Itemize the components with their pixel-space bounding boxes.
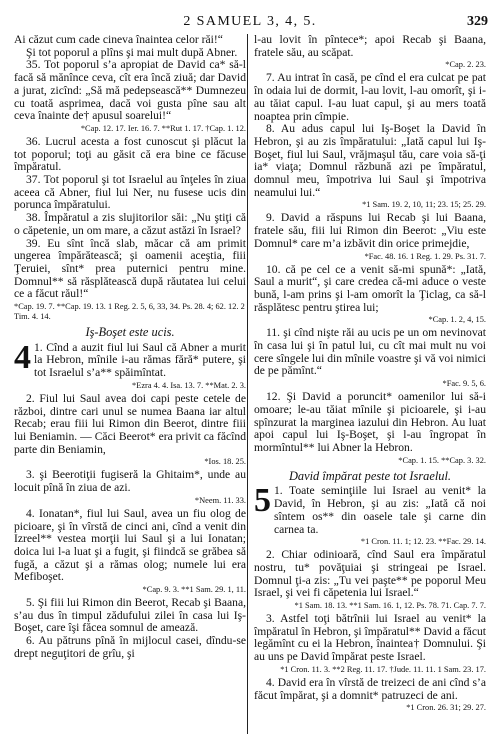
cross-reference: *Fac. 9. 5, 6. xyxy=(442,379,486,389)
verse-continuation: l-au lovit în pîntece*; apoi Recab şi Baana, fratele său, au scăpat. xyxy=(254,34,486,59)
verse-4-3: 3. şi Beerotiţii fugiseră la Ghitaim*, unde au locuit pînă în ziua de azi. xyxy=(14,468,246,495)
verse-3-37: 37. Tot poporul şi tot Israelul au înţeles în ziua aceea că Abner, fiul lui Ner, nu fusese ucis din porunca împăratului. xyxy=(14,173,246,212)
cross-reference: *1 Sam. 18. 13. **1 Sam. 16. 1, 12. Ps. 78. 71. Cap. 7. 7. xyxy=(294,601,486,611)
verse-4-9: 9. David a răspuns lui Recab şi lui Baana, fratele său, fiii lui Rimon din Beerot: „Viu este Domnul* care m’a izbăvit din orice primejdie, xyxy=(254,211,486,250)
verse-4-7: 7. Au intrat în casă, pe cînd el era culcat pe pat în odaia lui de dormit, l-au lovit, l-au omorît, şi i-au tăiat capul. I-au luat capul, şi au mers toată noaptea prin cîmpie. xyxy=(254,71,486,123)
cross-reference: *1 Sam. 19. 2, 10, 11; 23. 15; 25. 29. xyxy=(362,200,486,210)
column-divider xyxy=(247,34,248,734)
verse-3-35: 35. Tot poporul s’a apropiat de David ca* să-l facă să mănînce ceva, cît era încă ziuă; dar David a jurat, zicînd: „Să mă pedepsească** Dumnezeu cu toată asprimea, dacă voi gusta pîne sau alt ceva înainte de† apusul soarelui!“ xyxy=(14,58,246,123)
left-column xyxy=(14,34,246,734)
cross-reference: *1 Cron. 11. 3. **2 Reg. 11. 17. †Jude. 11. 11. 1 Sam. 23. 17. xyxy=(280,664,486,674)
cross-reference: *Cap. 2. 23. xyxy=(445,60,486,70)
verse-4-1: 1. Cînd a auzit fiul lui Saul că Abner a murit la Hebron, mînile i-au rămas fără* putere, şi tot Israelul s’a** spăimîntat. xyxy=(34,340,246,380)
cross-reference: *1 Cron. 11. 1; 12. 23. **Fac. 29. 14. xyxy=(360,537,486,547)
verse-4-11: 11. şi cînd nişte răi au ucis pe un om nevinovat în casa lui şi în patul lui, cu cît mai mult nu voi cere sîngele lui din mînile voastre şi vă voi nimici de pe pămînt.“ xyxy=(254,326,486,378)
section-heading: David împărat peste tot Israelul. xyxy=(288,468,452,483)
verse-5-2: 2. Chiar odinioară, cînd Saul era împăratul nostru, tu* povăţuiai şi stringeai pe Israel. Domnul ţi-a zis: „Tu vei paşte** pe poporul Meu Israel, şi vei fi căpetenia lui Israel.“ xyxy=(254,548,486,600)
verse-5-1: 1. Toate seminţiile lui Israel au venit* la David, în Hebron, şi au zis: „Iată că noi sîntem os** din oasele tale şi carne din carnea ta. xyxy=(274,484,486,536)
right-column xyxy=(254,34,486,734)
cross-reference: *1 Cron. 26. 31; 29. 27. xyxy=(406,703,486,713)
cross-reference: *Cap. 9. 3. **1 Sam. 29. 1, 11. xyxy=(142,585,246,595)
cross-reference: *Neem. 11. 33. xyxy=(194,495,246,505)
chapter-number: 4 xyxy=(14,338,31,376)
cross-reference: *Cap. 1. 15. **Cap. 3. 32. xyxy=(398,455,486,465)
verse-3-36: 36. Lucrul acesta a fost cunoscut şi plăcut la tot poporul; toţi au găsit că era bine ce făcuse împăratul. xyxy=(14,134,246,174)
page-number: 329 xyxy=(467,14,488,29)
cross-reference: *Cap. 12. 17. Ier. 16. 7. **Rut 1. 17. †Cap. 1. 12. xyxy=(80,123,246,133)
chapter-4-start xyxy=(14,338,246,380)
cross-reference: *Ios. 18. 25. xyxy=(204,457,246,467)
chapter-number: 5 xyxy=(254,482,271,520)
verse-4-10: 10. că pe cel ce a venit să-mi spună*: „Iată, Saul a murit“, şi care credea că-mi aduce o veste bună, l-am prins şi l-am omorît la Ţiclag, ca să-l răsplătesc pentru ştirea lui; xyxy=(254,262,486,314)
verse-4-5: 5. Şi fiii lui Rimon din Beerot, Recab şi Baana, s’au dus în timpul zădufului zilei în casa lui Iş-Boşet, care îşi făcea somnul de amează. xyxy=(14,596,246,635)
verse-3-38: 38. Împăratul a zis slujitorilor săi: „Nu ştiţi că o căpetenie, un om mare, a căzut astăzi în Israel? xyxy=(14,211,246,237)
running-title: 2 SAMUEL 3, 4, 5. xyxy=(183,14,317,29)
verse-4-4: 4. Ionatan*, fiul lui Saul, avea un fiu olog de picioare, şi în vîrstă de cinci ani, cînd a venit din Izreel** vestea morţii lui Saul şi a lui Ionatan; doica lui l-a luat şi a fugit, şi fiindcă se grăbea să fugă, a căzut şi a rămas olog; numele lui era Mefiboşet. xyxy=(14,506,246,584)
verse-5-3: 3. Astfel toţi bătrînii lui Israel au venit* la împăratul în Hebron, şi împăratul** David a făcut legămînt cu ei la Hebron, înaintea† Domnului. Şi au uns pe David împărat peste Israel. xyxy=(254,612,486,664)
cross-reference: *Cap. 19. 7. **Cap. 19. 13. 1 Reg. 2. 5, 6, 33, 34. Ps. 28. 4; 62. 12. 2 Tim. 4. 14. xyxy=(14,302,245,322)
verse-3-39: 39. Eu sînt încă slab, măcar că am primit ungerea împărătească; şi oamenii aceştia, fiii Ţeruiei, sînt* prea puternici pentru mine. Domnul** să răsplătească după răutatea lui celui ce a făcut răul!“ xyxy=(14,236,246,301)
cross-reference: *Cap. 1. 2, 4, 15. xyxy=(428,315,486,325)
verse-continuation: Şi tot poporul a plîns şi mai mult după Abner. xyxy=(26,45,238,59)
section-heading: Iş-Boşet este ucis. xyxy=(85,325,175,340)
verse-continuation: Ai căzut cum cade cineva înaintea celor răi!“ xyxy=(14,34,223,46)
cross-reference: *Ezra 4. 4. Isa. 13. 7. **Mat. 2. 3. xyxy=(132,380,246,390)
verse-4-12: 12. Şi David a poruncit* oamenilor lui să-i omoare; le-au tăiat mînile şi picioarele, şi i-au spînzurat la marginea iazului din Hebron. Au luat apoi capul lui Iş-Boşet, şi l-au îngropat în mormîntul** lui Abner la Hebron. xyxy=(254,390,486,454)
page-header xyxy=(12,14,488,32)
verse-4-6: 6. Au pătruns pînă în mijlocul casei, dîndu-se drept neguţitori de grîu, şi xyxy=(14,634,246,660)
cross-reference: *Fac. 48. 16. 1 Reg. 1. 29. Ps. 31. 7. xyxy=(364,251,486,261)
verse-5-4: 4. David era în vîrstă de treizeci de ani cînd s’a făcut împărat, şi a domnit* patruzeci de ani. xyxy=(254,675,486,702)
verse-4-2: 2. Fiul lui Saul avea doi capi peste cetele de război, dintre cari unul se numea Baana iar altul Recab; erau fiii lui Rimon din Beerot, dintre fiii lui Beniamin. — Căci Beerot* era privit ca făcînd parte din Beniamin, xyxy=(14,391,246,456)
verse-4-8: 8. Au adus capul lui Iş-Boşet la David în Hebron, şi au zis împăratului: „Iată capul lui Iş-Boşet, fiul lui Saul, vrăjmaşul tău, care voia să-ţi ia* viaţa; Domnul răzbună azi pe împăratul, domnul meu, împotriva lui Saul şi împotriva neamului lui.“ xyxy=(254,122,486,199)
chapter-5-start xyxy=(254,482,486,536)
